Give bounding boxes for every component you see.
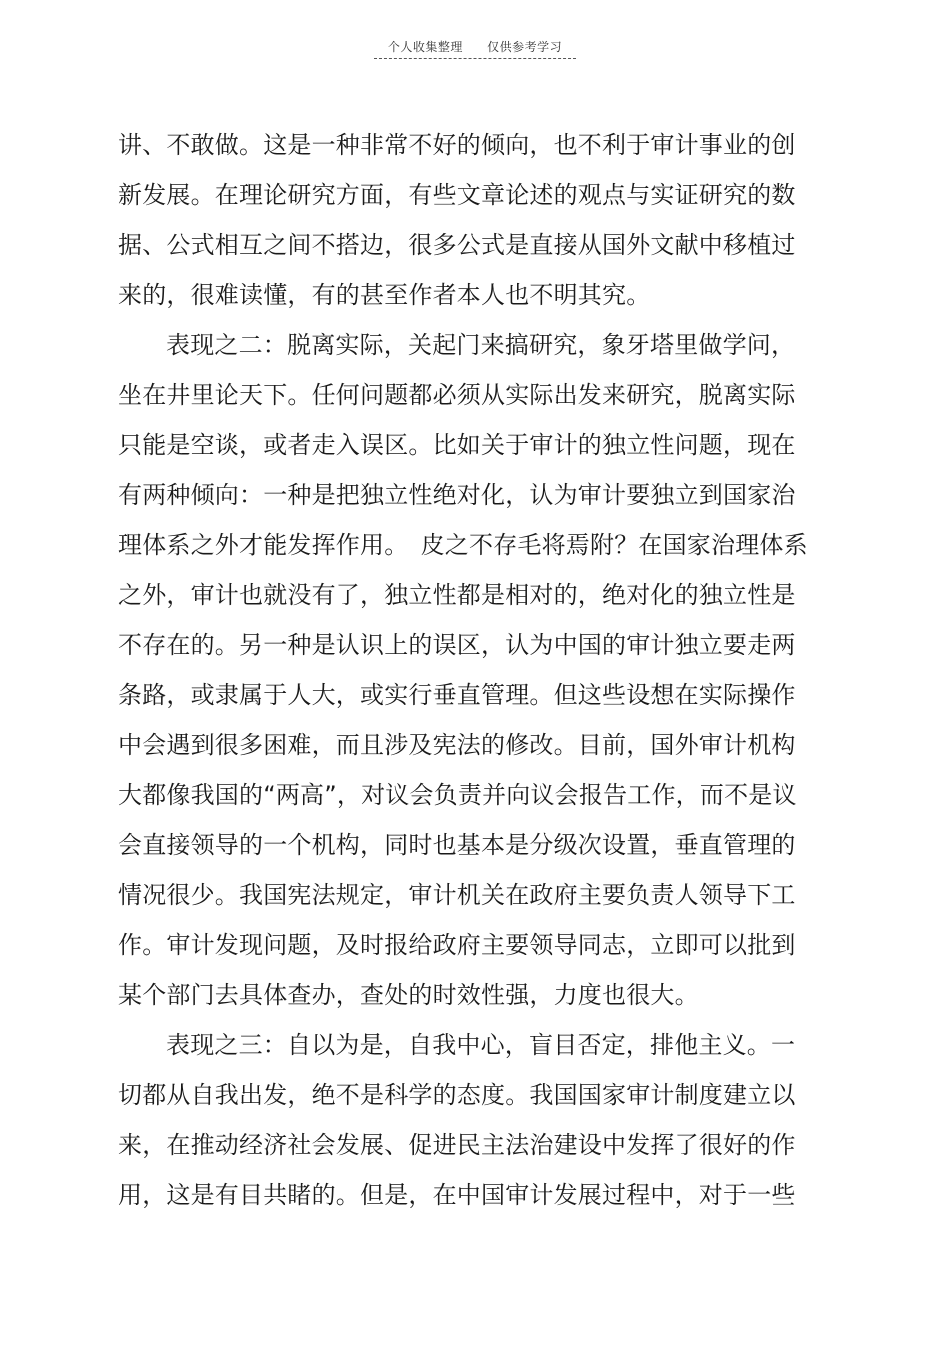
text-line-1: 讲、不敢做。这是一种非常不好的倾向，也不利于审计事业的创 xyxy=(118,131,796,159)
text-line-4: 来的，很难读懂，有的甚至作者本人也不明其究。 xyxy=(118,281,651,309)
text-line-16: 情况很少。我国宪法规定，审计机关在政府主要负责人领导下工 xyxy=(118,881,796,909)
header-underline xyxy=(374,38,576,59)
text-line-15: 会直接领导的一个机构，同时也基本是分级次设置，垂直管理的 xyxy=(118,831,796,859)
text-line-12: 条路，或隶属于人大，或实行垂直管理。但这些设想在实际操作 xyxy=(118,681,796,709)
page-header xyxy=(0,38,950,59)
text-line-2: 新发展。在理论研究方面，有些文章论述的观点与实证研究的数 xyxy=(118,181,796,209)
text-line-8: 有两种倾向：一种是把独立性绝对化，认为审计要独立到国家治 xyxy=(118,481,796,509)
text-line-11: 不存在的。另一种是认识上的误区，认为中国的审计独立要走两 xyxy=(118,631,796,659)
header-right-text: 仅供参考学习 xyxy=(487,40,563,54)
text-line-10: 之外，审计也就没有了，独立性都是相对的，绝对化的独立性是 xyxy=(118,581,796,609)
document-body xyxy=(118,125,808,1225)
text-line-3: 据、公式相互之间不搭边，很多公式是直接从国外文献中移植过 xyxy=(118,231,796,259)
text-line-21: 来，在推动经济社会发展、促进民主法治建设中发挥了很好的作 xyxy=(118,1131,796,1159)
text-line-9: 理体系之外才能发挥作用。 皮之不存毛将焉附？在国家治理体系 xyxy=(118,531,808,559)
header-left-text: 个人收集整理 xyxy=(387,40,463,54)
text-line-20: 切都从自我出发，绝不是科学的态度。我国国家审计制度建立以 xyxy=(118,1081,796,1109)
text-line-13: 中会遇到很多困难，而且涉及宪法的修改。目前，国外审计机构 xyxy=(118,731,796,759)
text-line-18: 某个部门去具体查办，查处的时效性强，力度也很大。 xyxy=(118,981,699,1009)
text-line-17: 作。审计发现问题，及时报给政府主要领导同志，立即可以批到 xyxy=(118,931,796,959)
text-line-7: 只能是空谈，或者走入误区。比如关于审计的独立性问题，现在 xyxy=(118,431,796,459)
text-line-19-paragraph-start: 表现之三：自以为是，自我中心，盲目否定，排他主义。一 xyxy=(166,1031,796,1059)
text-line-14: 大都像我国的“两高”，对议会负责并向议会报告工作，而不是议 xyxy=(118,781,797,809)
text-line-6: 坐在井里论天下。任何问题都必须从实际出发来研究，脱离实际 xyxy=(118,381,796,409)
text-line-22: 用，这是有目共睹的。但是，在中国审计发展过程中，对于一些 xyxy=(118,1181,796,1209)
text-line-5-paragraph-start: 表现之二：脱离实际，关起门来搞研究，象牙塔里做学问， xyxy=(166,331,796,359)
